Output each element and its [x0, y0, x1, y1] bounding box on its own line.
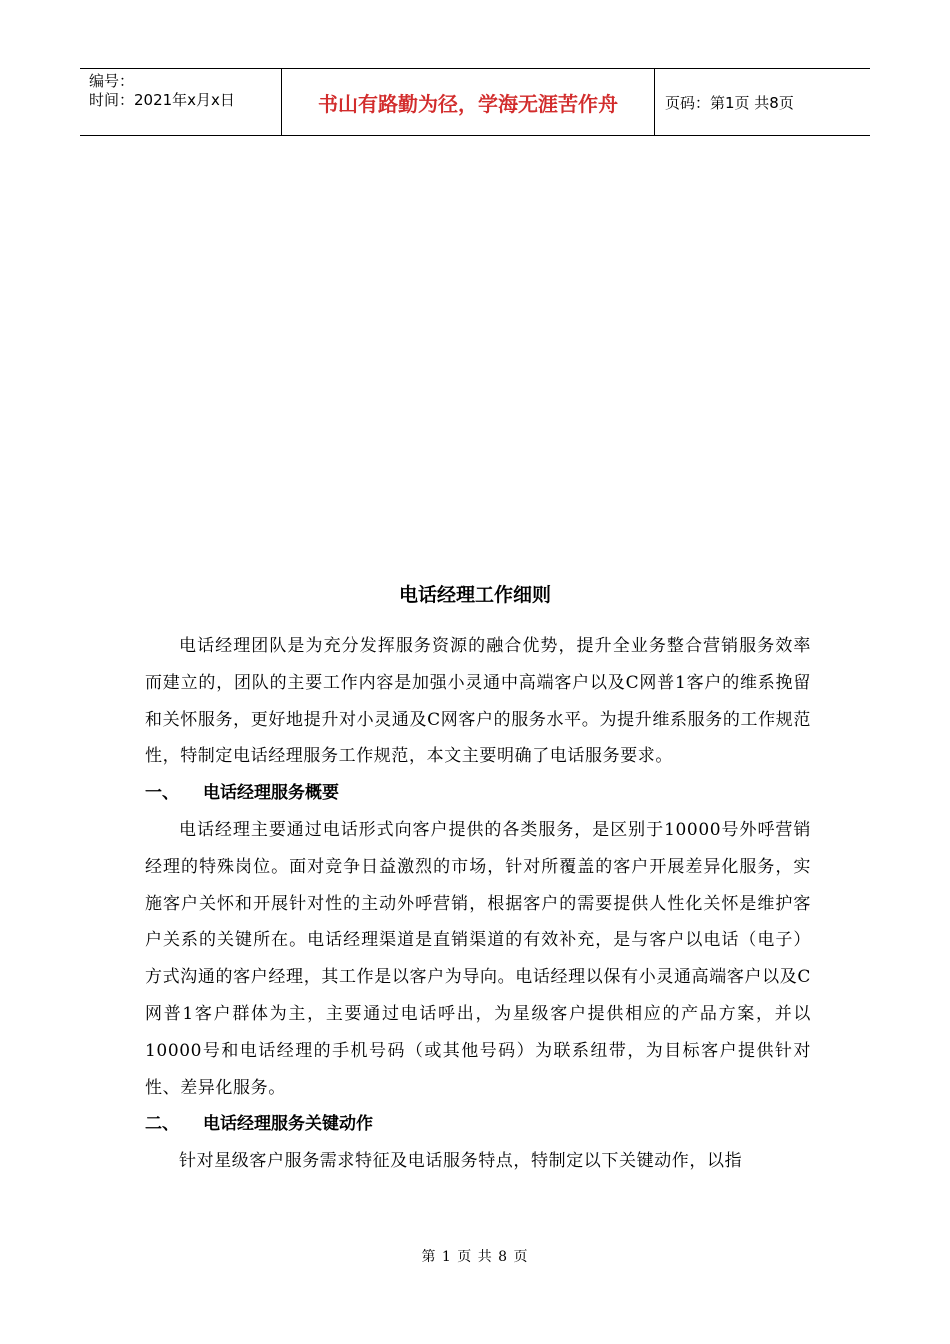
- header-meta-cell: [80, 69, 281, 135]
- section-number: 二、: [145, 1114, 179, 1135]
- intro-paragraph: 电话经理团队是为充分发挥服务资源的融合优势，提升全业务整合营销服务效率而建立的，团队的主要工作内容是加强小灵通中高端客户以及C网普1客户的维系挽留和关怀服务，更好地提升对小灵通及C网客户的服务水平。为提升维系服务的工作规范性，特制定电话经理服务工作规范，本文主要明确了电话服务要求。: [145, 636, 811, 767]
- section-heading-text: 电话经理服务概要: [203, 783, 339, 804]
- header-page-info: 页码：第1页 共8页: [665, 93, 794, 112]
- page-footer: 第 1 页 共 8 页: [421, 1249, 529, 1265]
- section-number: 一、: [145, 783, 179, 804]
- document-title: 电话经理工作细则: [398, 584, 551, 606]
- section-heading-2: [145, 1106, 811, 1143]
- section-heading-text: 电话经理服务关键动作: [203, 1114, 373, 1135]
- header-time-label: 时间：2021年x月x日: [89, 91, 235, 109]
- header-table: [80, 68, 870, 136]
- header-number-label: 编号：: [89, 72, 135, 90]
- section-paragraph-1: 电话经理主要通过电话形式向客户提供的各类服务，是区别于10000号外呼营销经理的特殊岗位。面对竞争日益激烈的市场，针对所覆盖的客户开展差异化服务，实施客户关怀和开展针对性的主动外呼营销，根据客户的需要提供人性化关怀是维护客户关系的关键所在。电话经理渠道是直销渠道的有效补充，是与客户以电话（电子）方式沟通的客户经理，其工作是以客户为导向。电话经理以保有小灵通高端客户以及C网普1客户群体为主，主要通过电话呼出，为星级客户提供相应的产品方案，并以10000号和电话经理的手机号码（或其他号码）为联系纽带，为目标客户提供针对性、差异化服务。: [145, 819, 811, 1098]
- header-motto: 书山有路勤为径，学海无涯苦作舟: [281, 69, 655, 135]
- document-body: [145, 628, 811, 1180]
- section-paragraph-2: 针对星级客户服务需求特征及电话服务特点，特制定以下关键动作，以指: [179, 1151, 743, 1172]
- section-heading-1: [145, 775, 811, 812]
